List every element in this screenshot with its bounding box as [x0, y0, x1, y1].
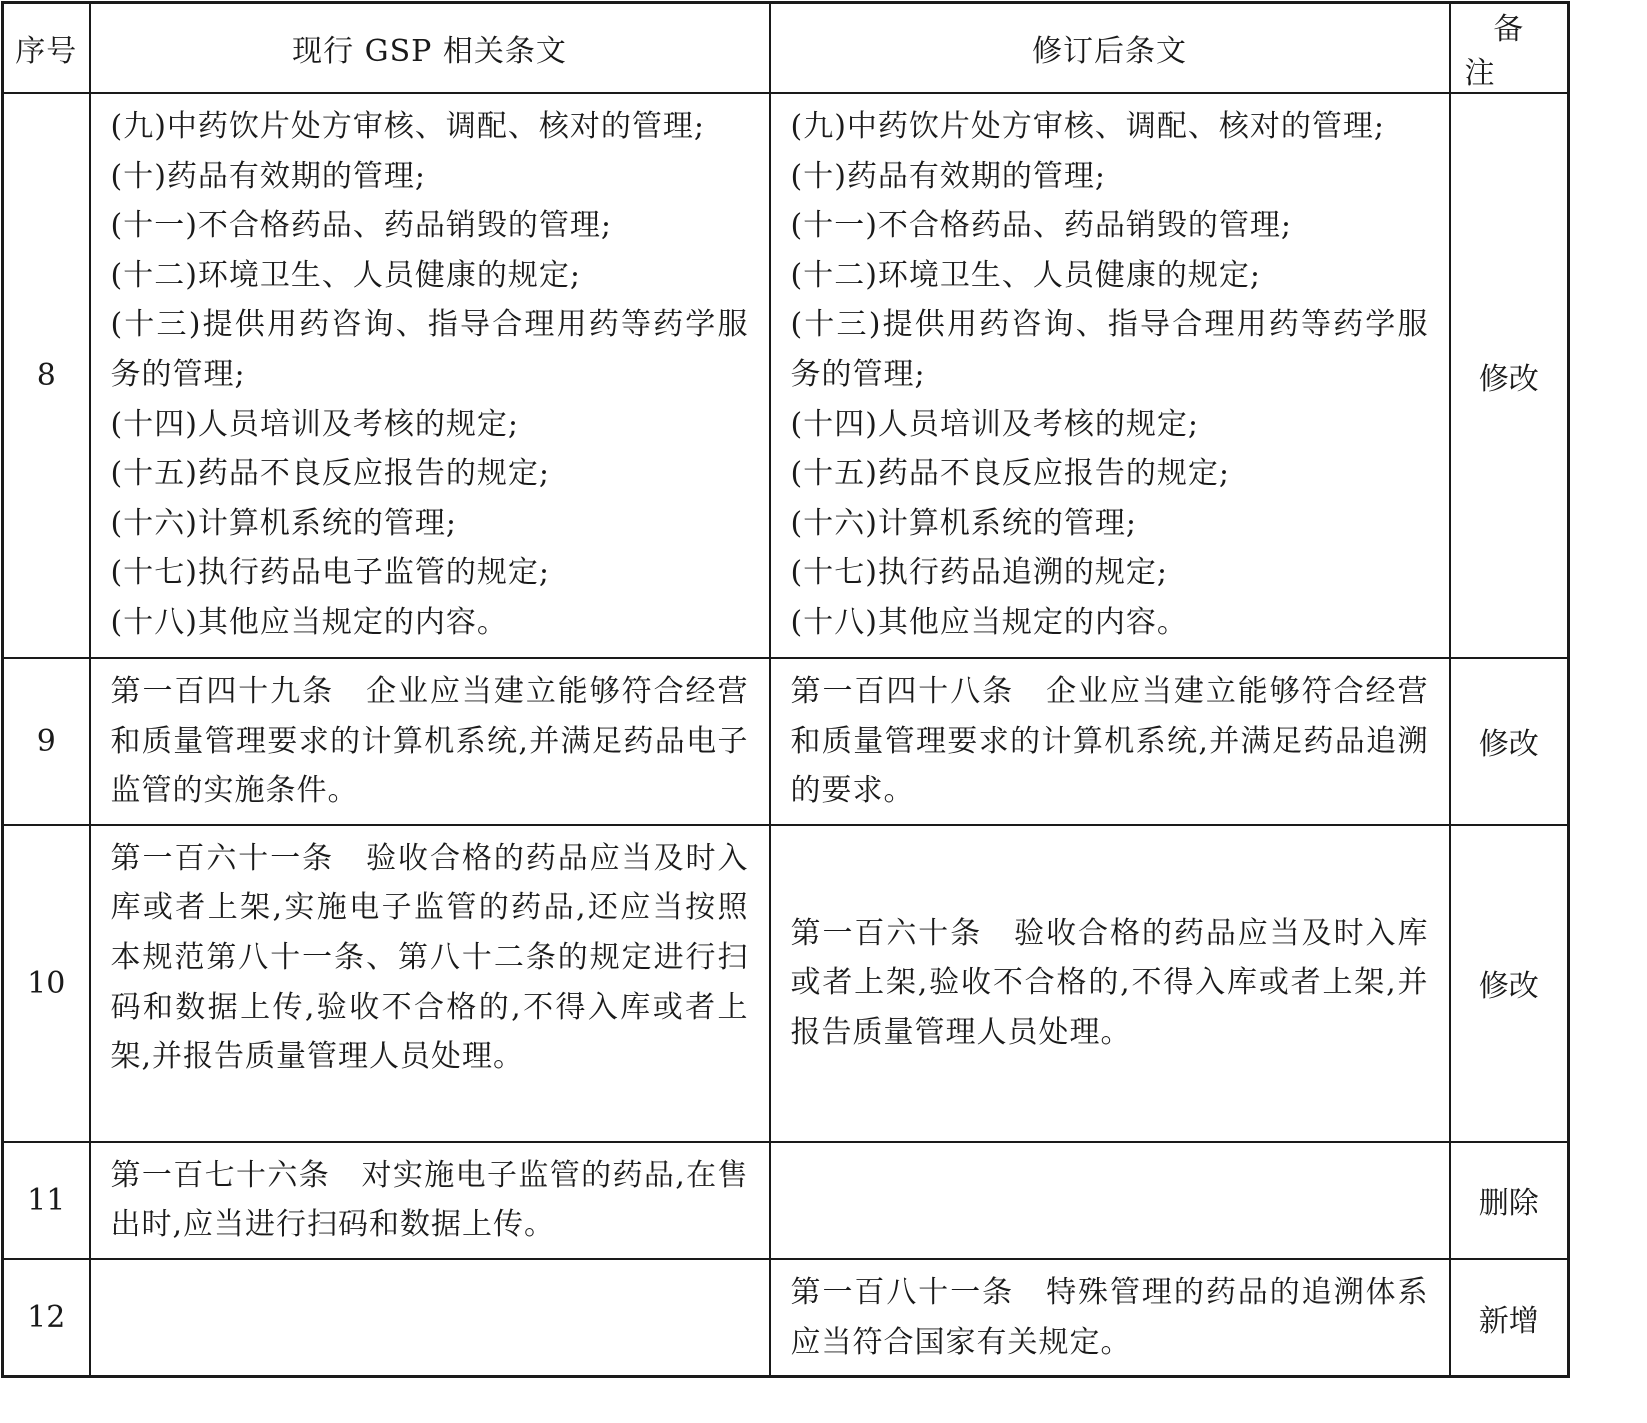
row-note: 修改: [1450, 93, 1569, 658]
clause-line: (十二)环境卫生、人员健康的规定;: [110, 257, 582, 293]
table-row: [3, 1142, 1569, 1259]
table-header-row: [3, 3, 1569, 94]
clause-line: (十八)其他应当规定的内容。: [790, 604, 1188, 640]
revised-text-cell-empty: [770, 1142, 1450, 1259]
clause-text: 第一百八十一条 特殊管理的药品的追溯体系应当符合国家有关规定。: [790, 1274, 1429, 1360]
table-row: [3, 1259, 1569, 1377]
clause-line: (九)中药饮片处方审核、调配、核对的管理;: [790, 109, 1386, 144]
clause-text: 第一百七十六条 对实施电子监管的药品,在售出时,应当进行扫码和数据上传。: [110, 1157, 749, 1243]
revised-text-cell: [770, 93, 1450, 658]
row-note: 删除: [1450, 1142, 1569, 1259]
row-note: 修改: [1450, 658, 1569, 825]
current-text-cell: [90, 1142, 770, 1259]
clause-line: (十六)计算机系统的管理;: [110, 505, 458, 541]
header-num: 序号: [3, 3, 90, 94]
row-note: 修改: [1450, 825, 1569, 1142]
row-num: 10: [3, 825, 90, 1142]
clause-line: (十七)执行药品电子监管的规定;: [110, 555, 551, 591]
clause-line: (十五)药品不良反应报告的规定;: [790, 456, 1231, 492]
revised-text-cell: [770, 825, 1450, 1142]
clause-line: (十五)药品不良反应报告的规定;: [110, 456, 551, 492]
table-row: [3, 658, 1569, 825]
row-num: 12: [3, 1259, 90, 1377]
clause-line: (十七)执行药品追溯的规定;: [790, 555, 1169, 591]
gsp-comparison-table: [1, 1, 1570, 1378]
revised-text-cell: [770, 658, 1450, 825]
row-note: 新增: [1450, 1259, 1569, 1377]
clause-line: (十四)人员培训及考核的规定;: [790, 406, 1200, 442]
clause-line: (十三)提供用药咨询、指导合理用药等药学服务的管理;: [110, 307, 749, 392]
header-note: 备 注: [1450, 3, 1569, 94]
row-num: 9: [3, 658, 90, 825]
current-text-cell: [90, 825, 770, 1142]
clause-line: (十)药品有效期的管理;: [790, 158, 1107, 194]
clause-line: (十一)不合格药品、药品销毁的管理;: [110, 208, 613, 244]
clause-line: (十)药品有效期的管理;: [110, 158, 427, 194]
current-text-cell: [90, 93, 770, 658]
revised-text-cell: [770, 1259, 1450, 1377]
clause-line: (九)中药饮片处方审核、调配、核对的管理;: [110, 109, 706, 144]
clause-line: (十四)人员培训及考核的规定;: [110, 406, 520, 442]
header-revised: 修订后条文: [770, 3, 1450, 94]
clause-text: 第一百六十条 验收合格的药品应当及时入库或者上架,验收不合格的,不得入库或者上架,并报告质量管理人员处理。: [790, 915, 1429, 1051]
clause-text: 第一百四十九条 企业应当建立能够符合经营和质量管理要求的计算机系统,并满足药品电子监管的实施条件。: [110, 674, 749, 809]
table-row: [3, 93, 1569, 658]
clause-text: 第一百六十一条 验收合格的药品应当及时入库或者上架,实施电子监管的药品,还应当按照本规范第八十一条、第八十二条的规定进行扫码和数据上传,验收不合格的,不得入库或者上架,并报告质量管理人员处理。: [110, 840, 749, 1075]
header-current: 现行 GSP 相关条文: [90, 3, 770, 94]
row-num: 11: [3, 1142, 90, 1259]
clause-line: (十八)其他应当规定的内容。: [110, 604, 508, 640]
clause-text: 第一百四十八条 企业应当建立能够符合经营和质量管理要求的计算机系统,并满足药品追溯的要求。: [790, 674, 1429, 809]
row-num: 8: [3, 93, 90, 658]
current-text-cell-empty: [90, 1259, 770, 1377]
clause-line: (十二)环境卫生、人员健康的规定;: [790, 257, 1262, 293]
clause-line: (十一)不合格药品、药品销毁的管理;: [790, 208, 1293, 244]
table-row: [3, 825, 1569, 1142]
current-text-cell: [90, 658, 770, 825]
clause-line: (十三)提供用药咨询、指导合理用药等药学服务的管理;: [790, 307, 1429, 392]
clause-line: (十六)计算机系统的管理;: [790, 505, 1138, 541]
